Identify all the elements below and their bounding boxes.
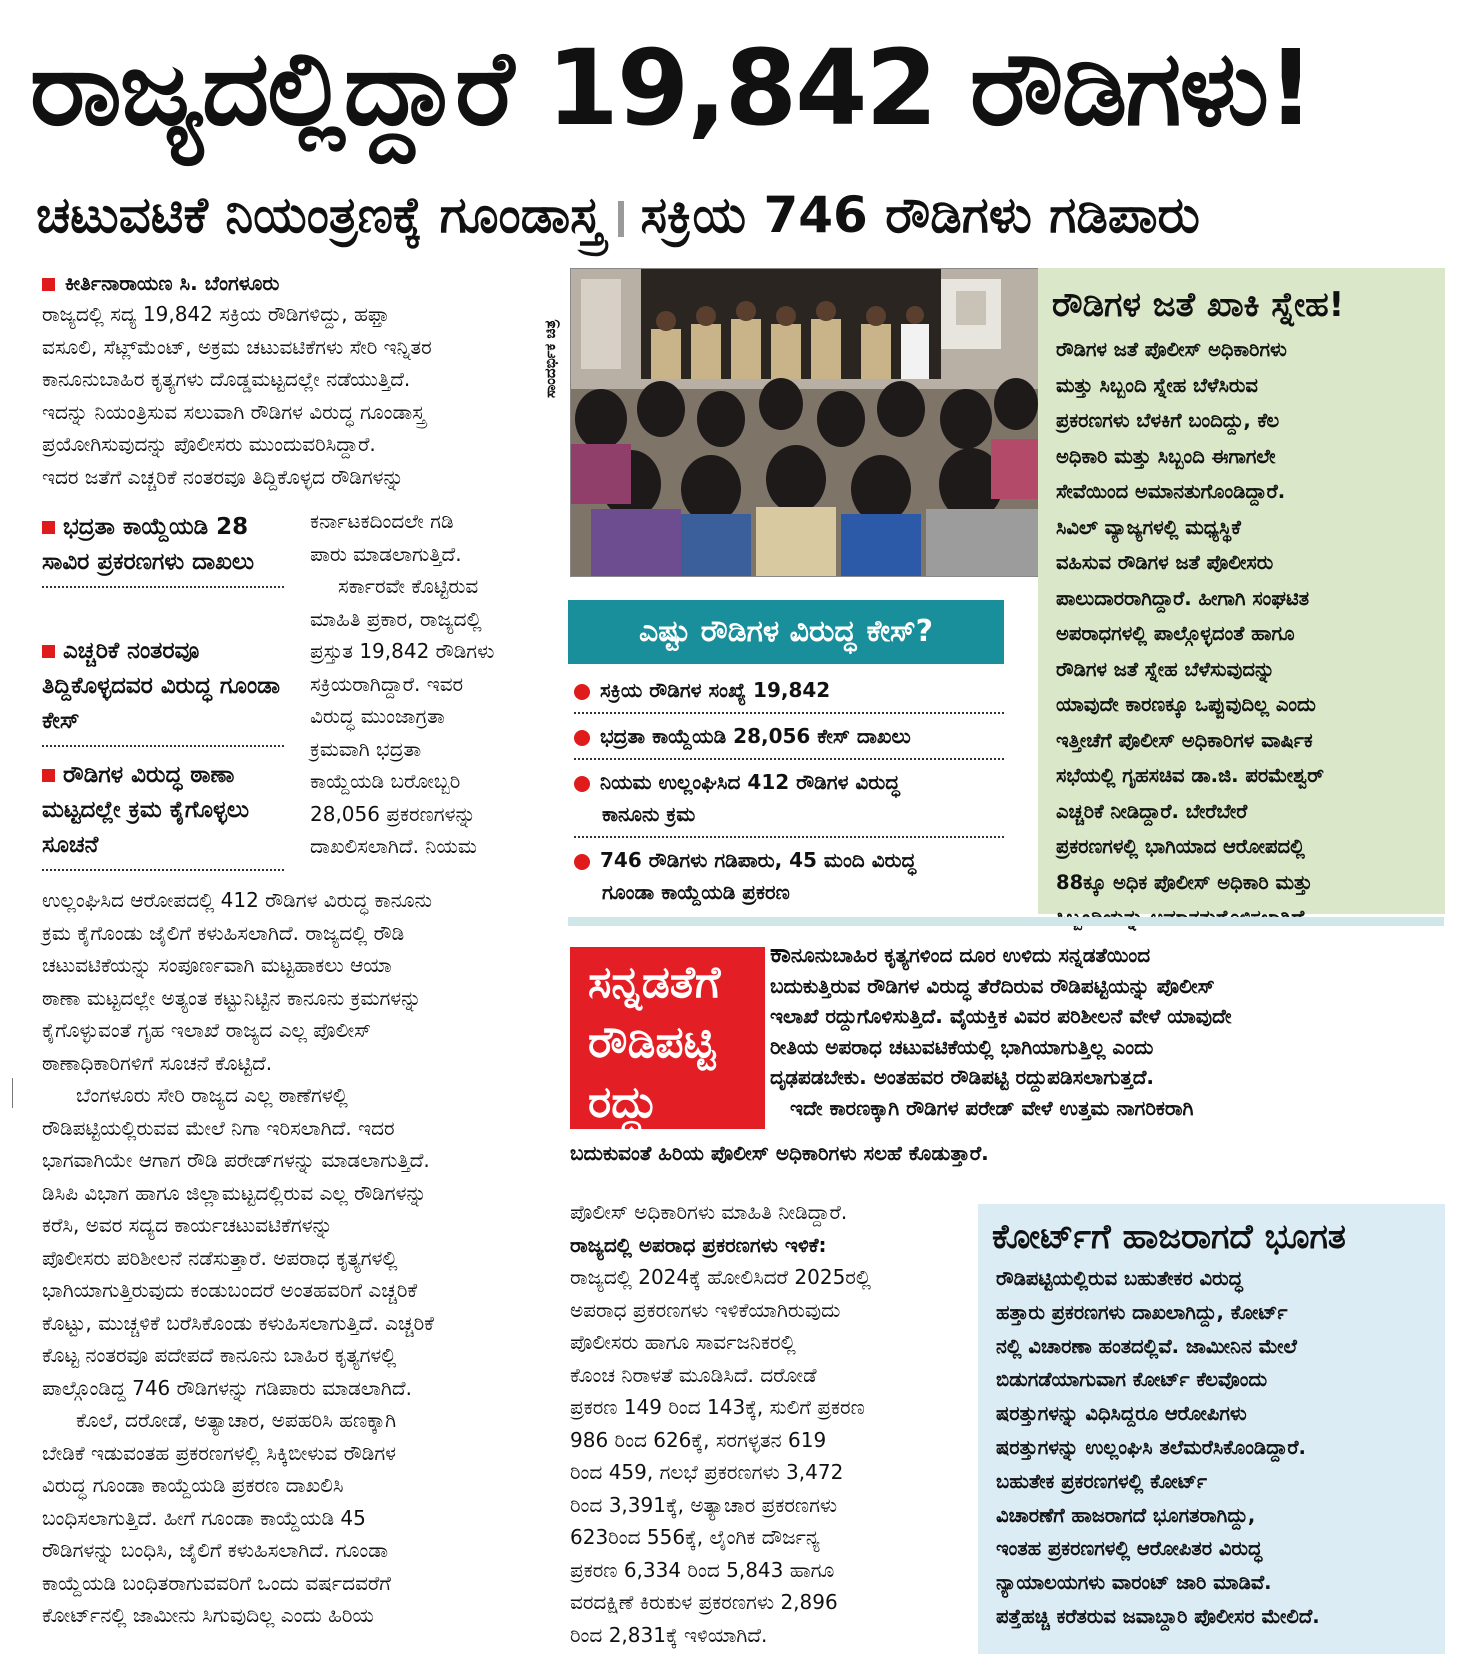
text-line: ವಿರುದ್ಧ ಗೂಂಡಾ ಕಾಯ್ದೆಯಡಿ ಪ್ರಕರಣ ದಾಖಲಿಸಿ	[42, 1473, 344, 1497]
fact-text: ಕಾನೂನು ಕ್ರಮ	[602, 802, 696, 826]
fact-text: ಭದ್ರತಾ ಕಾಯ್ದೆಯಡಿ 28,056 ಕೇಸ್ ದಾಖಲು	[600, 724, 911, 748]
highlight-text: ಭದ್ರತಾ ಕಾಯ್ದೆಯಡಿ 28 ಸಾವಿರ ಪ್ರಕರಣಗಳು ದಾಖಲು	[42, 514, 255, 575]
text-line: ರಾಜ್ಯದಲ್ಲಿ 2024ಕ್ಕೆ ಹೋಲಿಸಿದರೆ 2025ರಲ್ಲಿ	[570, 1265, 871, 1289]
highlight-text: ರೌಡಿಗಳ ವಿರುದ್ಧ ಠಾಣಾ ಮಟ್ಟದಲ್ಲೇ ಕ್ರಮ ಕೈಗೊಳ್ಳಲು ಸೂಚನೆ	[42, 762, 250, 858]
text-line: ರೌಡಿಗಳ ಜತೆ ಸ್ನೇಹ ಬೆಳೆಸುವುದನ್ನು	[1056, 657, 1275, 681]
crime-decline-text	[570, 1196, 944, 1651]
text-line: ವಿರುದ್ಧ ಮುಂಜಾಗ್ರತಾ	[310, 704, 445, 728]
sidebar-court-absconding	[978, 1204, 1445, 1654]
highlight-square-icon	[42, 645, 55, 658]
text-line: ಸಿವಿಲ್ ವ್ಯಾಜ್ಯಗಳಲ್ಲಿ ಮಧ್ಯಸ್ಥಿಕೆ	[1056, 515, 1241, 539]
sidebar-body	[1038, 332, 1445, 936]
red-label-box	[570, 947, 765, 1129]
text-line: ರಿಂದ 2,831ಕ್ಕೆ ಇಳಿಯಾಗಿದೆ.	[570, 1622, 768, 1647]
section-divider	[568, 917, 1444, 926]
byline	[42, 268, 279, 298]
text-line: ಸಕ್ರಿಯರಾಗಿದ್ದಾರೆ. ಇವರ	[310, 671, 464, 696]
text-line: ಕೈಗೊಳ್ಳುವಂತೆ ಗೃಹ ಇಲಾಖೆ ರಾಜ್ಯದ ಎಲ್ಲ ಪೊಲೀಸ್	[42, 1018, 372, 1042]
byline-square-icon	[42, 278, 55, 291]
text-line: ಡಿಸಿಪಿ ವಿಭಾಗ ಹಾಗೂ ಜಿಲ್ಲಾಮಟ್ಟದಲ್ಲಿರುವ ಎಲ್ಲ ರೌಡಿಗಳನ್ನು	[42, 1180, 427, 1205]
text-line: ರೌಡಿಗಳನ್ನು ಬಂಧಿಸಿ, ಜೈಲಿಗೆ ಕಳುಹಿಸಲಾಗಿದೆ. ಗೂಂಡಾ	[42, 1538, 389, 1562]
red-label-line: ರದ್ದು	[588, 1077, 658, 1128]
narrow-text	[310, 505, 544, 863]
bullet-icon	[574, 684, 590, 700]
margin-mark	[12, 1078, 13, 1108]
text-line: ಷರತ್ತುಗಳನ್ನು ವಿಧಿಸಿದ್ದರೂ ಆರೋಪಿಗಳು	[996, 1402, 1247, 1426]
text-line: ಮಾಹಿತಿ ಪ್ರಕಾರ, ರಾಜ್ಯದಲ್ಲಿ	[310, 606, 482, 631]
news-photo	[570, 268, 1040, 577]
rowdy-list-story	[770, 939, 1446, 1123]
text-line: ಬಹುತೇಕ ಪ್ರಕರಣಗಳಲ್ಲಿ ಕೋರ್ಟ್	[996, 1469, 1207, 1493]
dropcap: ಕಾ	[770, 939, 791, 969]
text-line: ಇತ್ತೀಚೆಗೆ ಪೊಲೀಸ್ ಅಧಿಕಾರಿಗಳ ವಾರ್ಷಿಕ	[1056, 728, 1313, 752]
fact-item	[574, 760, 1004, 838]
text-line: ಎಚ್ಚರಿಕೆ ನೀಡಿದ್ದಾರೆ. ಬೇರೆಬೇರೆ	[1056, 799, 1248, 823]
text-line: ವಸೂಲಿ, ಸೆಟ್ಲ್‌ಮೆಂಟ್, ಅಕ್ರಮ ಚಟುವಟಿಕೆಗಳು ಸೇರಿ ಇನ್ನಿತರ	[42, 334, 432, 359]
text-line: ಇದರ ಜತೆಗೆ ಎಚ್ಚರಿಕೆ ನಂತರವೂ ತಿದ್ದಿಕೊಳ್ಳದ ರೌಡಿಗಳನ್ನು	[42, 464, 404, 489]
text-line: ಉಲ್ಲಂಘಿಸಿದ ಆರೋಪದಲ್ಲಿ 412 ರೌಡಿಗಳ ವಿರುದ್ಧ ಕಾನೂನು	[42, 888, 432, 912]
red-label-line: ರೌಡಿಪಟ್ಟಿ	[588, 1017, 716, 1068]
text-line: ಪೊಲೀಸರು ಪರಿಶೀಲನೆ ನಡೆಸುತ್ತಾರೆ. ಅಪರಾಧ ಕೃತ್ಯಗಳಲ್ಲಿ	[42, 1245, 398, 1270]
text-line: ಇಲಾಖೆ ರದ್ದುಗೊಳಿಸುತ್ತಿದೆ. ವೈಯಕ್ತಿಕ ವಿವರ ಪರಿಶೀಲನೆ ವೇಳೆ ಯಾವುದೇ	[770, 1004, 1232, 1028]
text-line: ಠಾಣಾ ಮಟ್ಟದಲ್ಲೇ ಅತ್ಯಂತ ಕಟ್ಟುನಿಟ್ಟಿನ ಕಾನೂನು ಕ್ರಮಗಳನ್ನು	[42, 985, 422, 1010]
fact-text: 746 ರೌಡಿಗಳು ಗಡಿಪಾರು, 45 ಮಂದಿ ವಿರುದ್ಧ	[600, 848, 917, 872]
factbox-title: ಎಷ್ಟು ರೌಡಿಗಳ ವಿರುದ್ಧ ಕೇಸ್?	[568, 600, 1004, 664]
text-line: ವಹಿಸುವ ರೌಡಿಗಳ ಜತೆ ಪೊಲೀಸರು	[1056, 551, 1274, 574]
text-line: ಇದೇ ಕಾರಣಕ್ಕಾಗಿ ರೌಡಿಗಳ ಪರೇಡ್ ವೇಳೆ ಉತ್ತಮ ನಾಗರಿಕರಾಗಿ	[790, 1095, 1194, 1120]
subhead-separator	[618, 201, 624, 237]
text-line: ಕೊಟ್ಟು, ಮುಚ್ಚಳಿಕೆ ಬರೆಸಿಕೊಂಡು ಕಳುಹಿಸಲಾಗುತ್ತಿದೆ. ಎಚ್ಚರಿಕೆ	[42, 1310, 434, 1335]
text-line: ಭಾಗಿಯಾಗುತ್ತಿರುವುದು ಕಂಡುಬಂದರೆ ಅಂತಹವರಿಗೆ ಎಚ್ಚರಿಕೆ	[42, 1278, 418, 1302]
text-line: ಅಧಿಕಾರಿ ಮತ್ತು ಸಿಬ್ಬಂದಿ ಈಗಾಗಲೇ	[1056, 444, 1276, 468]
text-line: ಪ್ರಕರಣಗಳಲ್ಲಿ ಭಾಗಿಯಾದ ಆರೋಪದಲ್ಲಿ	[1056, 835, 1305, 858]
text-line: ಹತ್ತಾರು ಪ್ರಕರಣಗಳು ದಾಖಲಾಗಿದ್ದು, ಕೋರ್ಟ್	[996, 1300, 1288, 1324]
text-line: ಇದನ್ನು ನಿಯಂತ್ರಿಸುವ ಸಲುವಾಗಿ ರೌಡಿಗಳ ವಿರುದ್ಧ ಗೂಂಡಾಸ್ತ್ರ	[42, 399, 426, 424]
text-line: ಬಿಡುಗಡೆಯಾಗುವಾಗ ಕೋರ್ಟ್ ಕೆಲವೊಂದು	[996, 1368, 1268, 1392]
text-line: ರೀತಿಯ ಅಪರಾಧ ಚಟುವಟಿಕೆಯಲ್ಲಿ ಭಾಗಿಯಾಗುತ್ತಿಲ್ಲ ಎಂದು	[770, 1034, 1154, 1059]
headline: ರಾಜ್ಯದಲ್ಲಿದ್ದಾರೆ 19,842 ರೌಡಿಗಳು!	[30, 27, 1313, 149]
text-line: ಸೇವೆಯಿಂದ ಅಮಾನತುಗೊಂಡಿದ್ದಾರೆ.	[1056, 480, 1286, 503]
text-line: ಬದುಕುವಂತೆ ಹಿರಿಯ ಪೊಲೀಸ್ ಅಧಿಕಾರಿಗಳು ಸಲಹೆ ಕೊಡುತ್ತಾರೆ.	[570, 1141, 989, 1165]
text-line: ಭಾಗವಾಗಿಯೇ ಆಗಾಗ ರೌಡಿ ಪರೇಡ್‌ಗಳನ್ನು ಮಾಡಲಾಗುತ್ತಿದೆ.	[42, 1148, 430, 1172]
text-line: 623ರಿಂದ 556ಕ್ಕೆ, ಲೈಂಗಿಕ ದೌರ್ಜನ್ಯ	[570, 1525, 820, 1549]
subheading: ರಾಜ್ಯದಲ್ಲಿ ಅಪರಾಧ ಪ್ರಕರಣಗಳು ಇಳಿಕೆ:	[570, 1232, 827, 1257]
text-line: ಅಪರಾಧಗಳಲ್ಲಿ ಪಾಲ್ಗೊಳ್ಳದಂತೆ ಹಾಗೂ	[1056, 622, 1295, 645]
text-line: ರೌಡಿಗಳ ಜತೆ ಪೊಲೀಸ್ ಅಧಿಕಾರಿಗಳು	[1056, 338, 1287, 361]
photo-credit: ಸಾಂದರ್ಭಿಕ ಚಿತ್ರ	[541, 319, 559, 398]
text-line: ಕ್ರಮವಾಗಿ ಭದ್ರತಾ	[310, 736, 422, 761]
bullet-icon	[574, 854, 590, 870]
text-line: ಕೊಟ್ಟ ನಂತರವೂ ಪದೇಪದೆ ಕಾನೂನು ಬಾಹಿರ ಕೃತ್ಯಗಳಲ್ಲಿ	[42, 1343, 397, 1367]
text-line: ಯಾವುದೇ ಕಾರಣಕ್ಕೂ ಒಪ್ಪುವುದಿಲ್ಲ ಎಂದು	[1056, 693, 1316, 716]
text-line: ಪ್ರಕರಣಗಳು ಬೆಳಕಿಗೆ ಬಂದಿದ್ದು, ಕೆಲ	[1056, 409, 1280, 432]
fact-item	[574, 838, 1004, 914]
red-label-line: ಸನ್ನಡತೆಗೆ	[588, 957, 721, 1008]
text-line: ಬೆಂಗಳೂರು ಸೇರಿ ರಾಜ್ಯದ ಎಲ್ಲ ಠಾಣೆಗಳಲ್ಲಿ	[76, 1083, 348, 1107]
text-line: ಕಾನೂನುಬಾಹಿರ ಕೃತ್ಯಗಳು ದೊಡ್ಡಮಟ್ಟದಲ್ಲೇ ನಡೆಯುತ್ತಿದೆ.	[42, 367, 411, 391]
text-line: ಮತ್ತು ಸಿಬ್ಬಂದಿ ಸ್ನೇಹ ಬೆಳೆಸಿರುವ	[1056, 373, 1258, 397]
highlight-square-icon	[42, 521, 55, 534]
fact-text: ಸಕ್ರಿಯ ರೌಡಿಗಳ ಸಂಖ್ಯೆ 19,842	[600, 678, 831, 702]
text-line: ಪತ್ತೆಹಚ್ಚಿ ಕರೆತರುವ ಜವಾಬ್ದಾರಿ ಪೊಲೀಸರ ಮೇಲಿದೆ.	[996, 1604, 1320, 1628]
text-line: ಸರ್ಕಾರವೇ ಕೊಟ್ಟಿರುವ	[338, 574, 479, 598]
highlight-item	[42, 634, 284, 747]
text-line: ಷರತ್ತುಗಳನ್ನು ಉಲ್ಲಂಘಿಸಿ ತಲೆಮರೆಸಿಕೊಂಡಿದ್ದಾರೆ.	[996, 1435, 1306, 1459]
text-line: 28,056 ಪ್ರಕರಣಗಳನ್ನು	[310, 801, 476, 826]
text-line: ಪೊಲೀಸ್ ಅಧಿಕಾರಿಗಳು ಮಾಹಿತಿ ನೀಡಿದ್ದಾರೆ.	[570, 1200, 848, 1224]
text-line: ಪ್ರಕರಣ 149 ರಿಂದ 143ಕ್ಕೆ, ಸುಲಿಗೆ ಪ್ರಕರಣ	[570, 1395, 865, 1419]
subhead-left: ಚಟುವಟಿಕೆ ನಿಯಂತ್ರಣಕ್ಕೆ ಗೂಂಡಾಸ್ತ್ರ	[36, 186, 603, 244]
text-line: ಠಾಣಾಧಿಕಾರಿಗಳಿಗೆ ಸೂಚನೆ ಕೊಟ್ಟಿದೆ.	[42, 1050, 273, 1075]
text-line: ಅಪರಾಧ ಪ್ರಕರಣಗಳು ಇಳಿಕೆಯಾಗಿರುವುದು	[570, 1297, 841, 1322]
text-line: ಇಂತಹ ಪ್ರಕರಣಗಳಲ್ಲಿ ಆರೋಪಿತರ ವಿರುದ್ಧ	[996, 1537, 1263, 1561]
left-body-text	[42, 884, 544, 1632]
highlight-text: ಎಚ್ಚರಿಕೆ ನಂತರವೂ ತಿದ್ದಿಕೊಳ್ಳದವರ ವಿರುದ್ಧ ಗೂಂಡಾ ಕೇಸ್	[42, 638, 280, 734]
crowd-photo-illustration	[571, 269, 1039, 576]
text-line: ಕರ್ನಾಟಕದಿಂದಲೇ ಗಡಿ	[310, 509, 454, 533]
text-line: ಸಭೆಯಲ್ಲಿ ಗೃಹಸಚಿವ ಡಾ.ಜಿ. ಪರಮೇಶ್ವರ್	[1056, 764, 1324, 787]
text-line: 88ಕ್ಕೂ ಅಧಿಕ ಪೊಲೀಸ್ ಅಧಿಕಾರಿ ಮತ್ತು	[1056, 870, 1313, 894]
sidebar-body	[978, 1262, 1445, 1634]
fact-item	[574, 668, 1004, 714]
fact-text: ನಿಯಮ ಉಲ್ಲಂಘಿಸಿದ 412 ರೌಡಿಗಳ ವಿರುದ್ಧ	[600, 770, 900, 794]
intro-text	[42, 298, 544, 493]
text-line: ರಿಂದ 459, ಗಲಭೆ ಪ್ರಕರಣಗಳು 3,472	[570, 1460, 844, 1484]
text-line: ಕೊಲೆ, ದರೋಡೆ, ಅತ್ಯಾಚಾರ, ಅಪಹರಿಸಿ ಹಣಕ್ಕಾಗಿ	[76, 1408, 397, 1432]
text-line: ಪಾಲ್ಗೊಂಡಿದ್ದ 746 ರೌಡಿಗಳನ್ನು ಗಡಿಪಾರು ಮಾಡಲಾಗಿದೆ.	[42, 1375, 412, 1400]
text-line: ಪೊಲೀಸರು ಹಾಗೂ ಸಾರ್ವಜನಿಕರಲ್ಲಿ	[570, 1330, 796, 1354]
text-line	[770, 939, 1446, 971]
fact-text: ಗೂಂಡಾ ಕಾಯ್ದೆಯಡಿ ಪ್ರಕರಣ	[602, 880, 790, 904]
text-line: ಚಟುವಟಿಕೆಯನ್ನು ಸಂಪೂರ್ಣವಾಗಿ ಮಟ್ಟಹಾಕಲು ಆಯಾ	[42, 953, 392, 977]
sidebar-title: ಕೋರ್ಟ್‌ಗೆ ಹಾಜರಾಗದೆ ಭೂಗತ	[992, 1217, 1346, 1257]
text-line: ಬದುಕುತ್ತಿರುವ ರೌಡಿಗಳ ವಿರುದ್ಧ ತೆರೆದಿರುವ ರೌಡಿಪಟ್ಟಿಯನ್ನು ಪೊಲೀಸ್	[770, 973, 1215, 998]
text-line: ನ್ಯಾಯಾಲಯಗಳು ವಾರಂಟ್ ಜಾರಿ ಮಾಡಿವೆ.	[996, 1571, 1272, 1595]
text-line: ಕಾಯ್ದೆಯಡಿ ಬರೋಬ್ಬರಿ	[310, 769, 461, 793]
byline-text: ಕೀರ್ತಿನಾರಾಯಣ ಸಿ. ಬೆಂಗಳೂರು	[65, 271, 280, 295]
text-line: ರಾಜ್ಯದಲ್ಲಿ ಸದ್ಯ 19,842 ಸಕ್ರಿಯ ರೌಡಿಗಳಿದ್ದು, ಹಫ್ತಾ	[42, 302, 390, 326]
text-line: ಪಾರು ಮಾಡಲಾಗುತ್ತಿದೆ.	[310, 541, 462, 566]
text-line: ರೌಡಿಪಟ್ಟಿಯಲ್ಲಿರುವ ಬಹುತೇಕರ ವಿರುದ್ಧ	[996, 1267, 1243, 1290]
fact-item	[574, 714, 1004, 760]
bullet-icon	[574, 776, 590, 792]
text-line: ಪ್ರಸ್ತುತ 19,842 ರೌಡಿಗಳು	[310, 639, 495, 663]
bullet-icon	[574, 730, 590, 746]
text-line: ನಲ್ಲಿ ವಿಚಾರಣಾ ಹಂತದಲ್ಲಿವೆ. ಜಾಮೀನಿನ ಮೇಲೆ	[996, 1334, 1297, 1358]
text-line: ಬಂಧಿಸಲಾಗುತ್ತಿದೆ. ಹೀಗೆ ಗೂಂಡಾ ಕಾಯ್ದೆಯಡಿ 45	[42, 1505, 366, 1530]
text-line: ದೃಢಪಡಬೇಕು. ಅಂತಹವರ ರೌಡಿಪಟ್ಟಿ ರದ್ದುಪಡಿಸಲಾಗುತ್ತದೆ.	[770, 1065, 1155, 1089]
text-line: 986 ರಿಂದ 626ಕ್ಕೆ, ಸರಗಳ್ಳತನ 619	[570, 1427, 827, 1452]
text-line: ಕೋರ್ಟ್‌ನಲ್ಲಿ ಜಾಮೀನು ಸಿಗುವುದಿಲ್ಲ ಎಂದು ಹಿರಿಯ	[42, 1603, 374, 1627]
highlight-item	[42, 758, 284, 871]
highlight-item	[42, 510, 284, 588]
text-line: ರೌಡಿಪಟ್ಟಿಯಲ್ಲಿರುವವ ಮೇಲೆ ನಿಗಾ ಇರಿಸಲಾಗಿದೆ. ಇದರ	[42, 1115, 395, 1140]
text-line: ಪ್ರಯೋಗಿಸುವುದನ್ನು ಪೊಲೀಸರು ಮುಂದುವರಿಸಿದ್ದಾರೆ.	[42, 432, 376, 456]
sidebar-khaki-friendship	[1038, 268, 1445, 914]
text-line: ಕ್ರಮ ಕೈಗೊಂಡು ಜೈಲಿಗೆ ಕಳುಹಿಸಲಾಗಿದೆ. ರಾಜ್ಯದಲ್ಲಿ ರೌಡಿ	[42, 920, 405, 945]
text-line: ವರದಕ್ಷಿಣೆ ಕಿರುಕುಳ ಪ್ರಕರಣಗಳು 2,896	[570, 1590, 838, 1614]
text-line: ವಿಚಾರಣೆಗೆ ಹಾಜರಾಗದೆ ಭೂಗತರಾಗಿದ್ದು,	[996, 1503, 1256, 1527]
sidebar-title: ರೌಡಿಗಳ ಜತೆ ಖಾಕಿ ಸ್ನೇಹ!	[1052, 285, 1345, 325]
text-line: ದಾಖಲಿಸಲಾಗಿದೆ. ನಿಯಮ	[310, 834, 477, 858]
text-line: ಕೊಂಚ ನಿರಾಳತೆ ಮೂಡಿಸಿದೆ. ದರೋಡೆ	[570, 1362, 817, 1387]
text-line: ಬೇಡಿಕೆ ಇಡುವಂತಹ ಪ್ರಕರಣಗಳಲ್ಲಿ ಸಿಕ್ಕಿಬೀಳುವ ರೌಡಿಗಳ	[42, 1440, 397, 1465]
subhead-right: ಸಕ್ರಿಯ 746 ರೌಡಿಗಳು ಗಡಿಪಾರು	[640, 186, 1200, 244]
highlight-square-icon	[42, 769, 55, 782]
text-line: ರಿಂದ 3,391ಕ್ಕೆ, ಅತ್ಯಾಚಾರ ಪ್ರಕರಣಗಳು	[570, 1492, 838, 1517]
text-line: ಕರೆಸಿ, ಅವರ ಸದ್ಯದ ಕಾರ್ಯಚಟುವಟಿಕೆಗಳನ್ನು	[42, 1213, 333, 1237]
text-line: ಕಾಯ್ದೆಯಡಿ ಬಂಧಿತರಾಗುವವರಿಗೆ ಒಂದು ವರ್ಷದವರೆಗೆ	[42, 1570, 391, 1595]
subheadline	[36, 180, 1456, 250]
text-line: ಪಾಲುದಾರರಾಗಿದ್ದಾರೆ. ಹೀಗಾಗಿ ಸಂಘಟಿತ	[1056, 586, 1310, 610]
text-span: ನೂನುಬಾಹಿರ ಕೃತ್ಯಗಳಿಂದ ದೂರ ಉಳಿದು ಸನ್ನಡತೆಯಿಂದ	[790, 943, 1151, 967]
text-line: ಪ್ರಕರಣ 6,334 ರಿಂದ 5,843 ಹಾಗೂ	[570, 1557, 835, 1582]
